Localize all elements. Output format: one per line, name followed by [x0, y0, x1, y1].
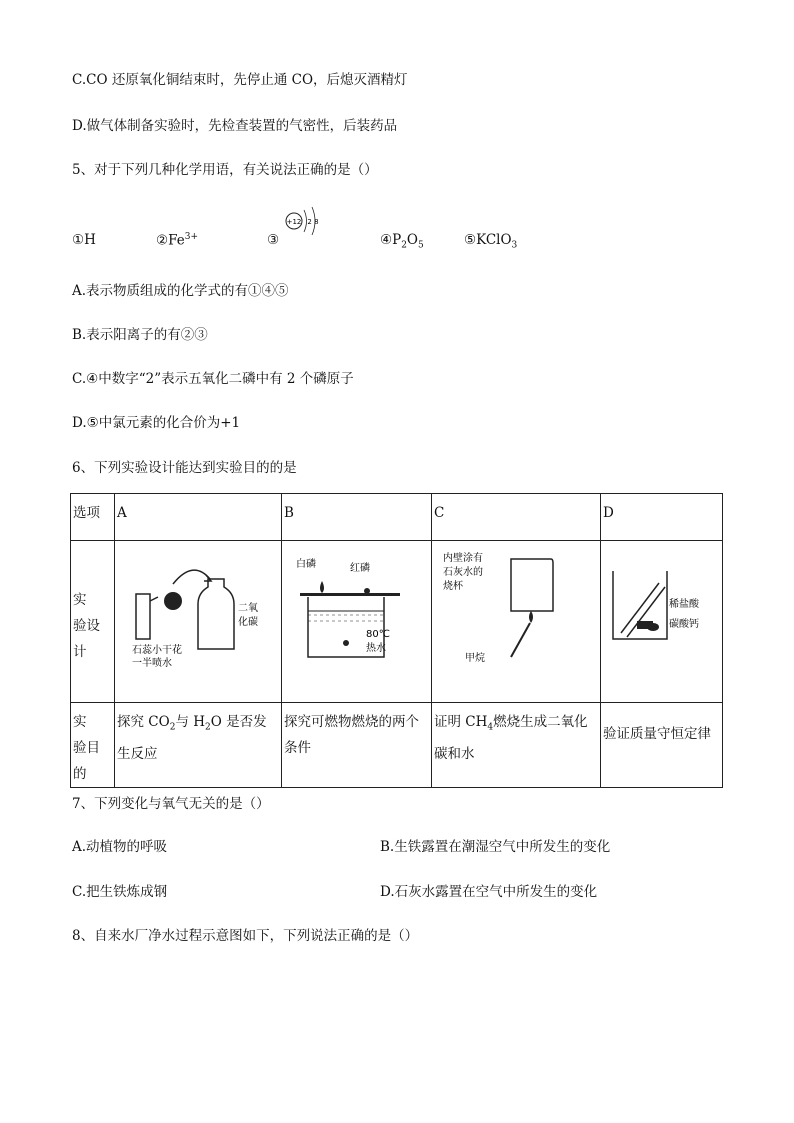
atom-shell-label: 2 8	[307, 218, 319, 226]
fig-a-label-4: 化碳	[238, 617, 258, 628]
atom-nucleus-label: +12	[286, 218, 302, 226]
atom-structure-diagram	[282, 204, 332, 244]
fig-c-label-1: 内壁涂有	[443, 553, 483, 564]
fig-c-label-4: 甲烷	[465, 653, 485, 664]
fig-a-label-1: 石蕊小干花	[132, 645, 182, 656]
purpose-a: 探究 $CO_2$与 $H_2O$ 是否发生反应	[117, 714, 267, 762]
q5-item-4: $④P_2O_5$	[380, 232, 424, 251]
q8-stem: 8、自来水厂净水过程示意图如下，下列说法正确的是（）	[72, 928, 419, 944]
fig-d-label-2: 碳酸钙	[668, 619, 699, 630]
header-d: D	[603, 505, 614, 521]
q5-item-3: ③	[267, 232, 280, 248]
q4-option-d: D.做气体制备实验时，先检查装置的气密性，后装药品	[72, 118, 398, 134]
q7-option-b: B.生铁露置在潮湿空气中所发生的变化	[380, 839, 611, 855]
fe-charge: 3+	[184, 232, 199, 242]
q5-option-d: D.⑤中氯元素的化合价为+1	[72, 415, 241, 431]
figure-b-phosphorus-combustion	[292, 549, 422, 669]
q7-option-a: A.动植物的呼吸	[72, 839, 168, 855]
fig-d-label-1: 稀盐酸	[668, 599, 699, 610]
row-label-design: 实 验设计	[73, 592, 100, 660]
q5-item-5: ⑤KClO$_3$	[464, 232, 518, 251]
fig-c-label-3: 烧杯	[443, 581, 463, 592]
row-label-purpose: 实 验目的	[73, 714, 100, 782]
figure-c-methane-burning	[441, 549, 591, 669]
purpose-c: 证明 $CH_4$燃烧生成二氧化碳和水	[434, 714, 588, 762]
q7-option-c: C.把生铁炼成钢	[72, 884, 168, 900]
q5-item-1: ①H	[72, 232, 96, 248]
header-b: B	[284, 505, 294, 521]
header-c: C	[434, 505, 445, 521]
q5-item-2	[156, 232, 198, 249]
fig-a-label-3: 二氧	[238, 603, 258, 614]
purpose-b: 探究可燃物燃烧的两个条件	[284, 714, 419, 756]
q7-option-d: D.石灰水露置在空气中所发生的变化	[380, 884, 598, 900]
fig-c-label-2: 石灰水的	[443, 567, 483, 578]
fe-symbol: ②Fe	[156, 232, 185, 249]
fig-b-label-4: 热水	[365, 643, 386, 654]
figure-d-acid-carbonate	[607, 549, 717, 669]
q4-option-c: C.CO 还原氧化铜结束时，先停止通 CO，后熄灭酒精灯	[72, 72, 408, 88]
figure-a-sprayed-flower	[128, 549, 268, 669]
fig-b-label-2: 红磷	[349, 563, 370, 574]
q6-stem: 6、下列实验设计能达到实验目的的是	[72, 460, 297, 476]
header-option: 选项	[73, 505, 100, 521]
q5-option-a: A.表示物质组成的化学式的有①④⑤	[72, 283, 289, 299]
experiment-table	[70, 493, 723, 788]
purpose-d: 验证质量守恒定律	[603, 726, 711, 742]
q5-stem: 5、对于下列几种化学用语，有关说法正确的是（）	[72, 162, 378, 178]
q5-option-b: B.表示阳离子的有②③	[72, 327, 208, 343]
header-a: A	[117, 505, 127, 521]
fig-b-label-1: 白磷	[295, 559, 316, 570]
fig-b-label-3: 80℃	[365, 629, 390, 640]
q7-stem: 7、下列变化与氧气无关的是（）	[72, 796, 270, 812]
q5-option-c: C.④中数字“2”表示五氧化二磷中有 2 个磷原子	[72, 371, 354, 387]
fig-a-label-2: 一半喷水	[132, 658, 172, 669]
